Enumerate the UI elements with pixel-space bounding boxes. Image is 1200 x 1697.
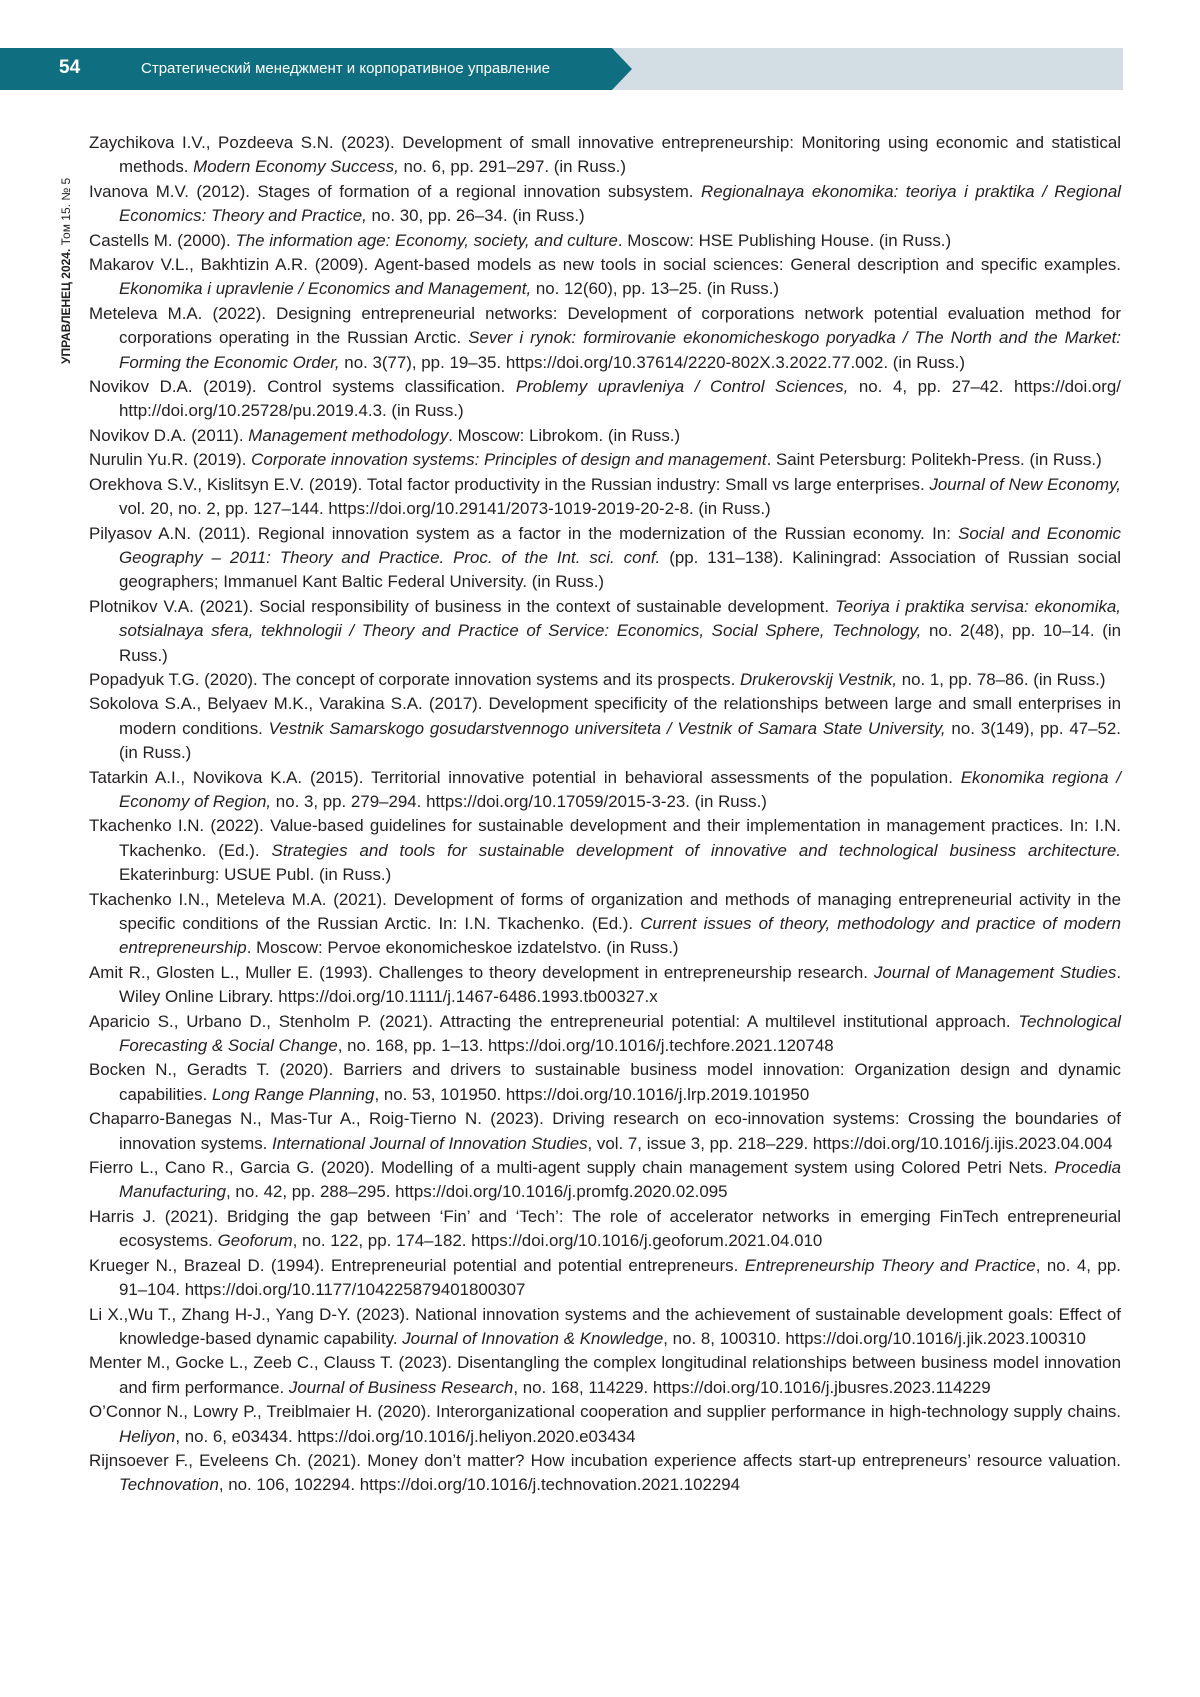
reference-item — [89, 1303, 1121, 1352]
reference-text: . Wiley Online Library. https://doi.org/10.1111/j.1467-6486.1993.tb00327.x — [119, 962, 1122, 1007]
reference-text: Sokolova S.A., Belyaev M.K., Varakina S.A. (2017). Development specificity of the relationships between large and small enterprises in modern conditions. — [89, 694, 1121, 738]
reference-text: Chaparro-Banegas N., Mas-Tur A., Roig-Tierno N. (2023). Driving research on eco-innovation systems: Crossing the boundaries of innovation systems. — [89, 1109, 1121, 1153]
reference-text: , no. 122, pp. 174–182. https://doi.org/10.1016/j.geoforum.2021.04.010 — [292, 1231, 823, 1251]
reference-text: no. 2(48), pp. 10–14. (in Russ.) — [119, 621, 1122, 665]
reference-text: Nurulin Yu.R. (2019). — [89, 450, 252, 470]
reference-text: Bocken N., Geradts T. (2020). Barriers and drivers to sustainable business model innovation: Organization design and dynamic capabilities. — [89, 1060, 1121, 1104]
reference-source: Entrepreneurship Theory and Practice — [744, 1255, 1036, 1275]
reference-text: no. 3(149), pp. 47–52. (in Russ.) — [119, 718, 1121, 763]
reference-text: Makarov V.L., Bakhtizin A.R. (2009). Agent-based models as new tools in social sciences: General description and specific examples. — [89, 255, 1121, 275]
reference-source: Problemy upravleniya / Control Sciences, — [515, 377, 849, 397]
reference-source: Social and Economic Geography – 2011: Theory and Practice. Proc. of the Int. sci. conf. — [119, 523, 1121, 567]
reference-source: Heliyon — [119, 1426, 176, 1446]
reference-source: Journal of Business Research — [288, 1377, 514, 1397]
reference-source: Regionalnaya ekonomika: teoriya i praktika / Regional Economics: Theory and Practice, — [119, 181, 1121, 226]
reference-text: O’Connor N., Lowry P., Treiblmaier H. (2020). Interorganizational cooperation and supplier performance in high-technology supply chains. — [89, 1402, 1121, 1422]
reference-text: Novikov D.A. (2011). — [89, 425, 249, 445]
reference-source: Modern Economy Success, — [193, 157, 399, 177]
reference-text: Ekaterinburg: USUE Publ. (in Russ.) — [119, 865, 392, 885]
reference-source: Journal of New Economy, — [929, 474, 1121, 494]
reference-text: , no. 42, pp. 288–295. https://doi.org/10.1016/j.promfg.2020.02.095 — [226, 1182, 728, 1202]
reference-text: , no. 6, e03434. https://doi.org/10.1016/j.heliyon.2020.e03434 — [175, 1426, 636, 1446]
reference-item — [89, 1449, 1121, 1498]
reference-text: Fierro L., Cano R., Garcia G. (2020). Modelling of a multi-agent supply chain management system using Colored Petri Nets. — [89, 1158, 1055, 1178]
reference-item — [89, 1010, 1121, 1059]
reference-source: Geoforum — [217, 1231, 293, 1251]
reference-item — [89, 1058, 1121, 1107]
reference-source: Technological Forecasting & Social Change — [119, 1011, 1121, 1056]
reference-text: , no. 4, pp. 91–104. https://doi.org/10.1177/104225879401800307 — [119, 1255, 1121, 1300]
reference-source: Ekonomika regiona / Economy of Region, — [119, 767, 1121, 811]
reference-text: Rijnsoever F., Eveleens Ch. (2021). Money don’t matter? How incubation experience affects start-up entrepreneurs’ resource valuation. — [89, 1450, 1121, 1470]
reference-item — [89, 253, 1121, 302]
reference-item — [89, 1156, 1121, 1205]
reference-text: , no. 168, 114229. https://doi.org/10.1016/j.jbusres.2023.114229 — [513, 1377, 991, 1397]
reference-item — [89, 888, 1121, 961]
reference-text: , vol. 7, issue 3, pp. 218–229. https://doi.org/10.1016/j.ijis.2023.04.004 — [587, 1133, 1113, 1153]
reference-text: no. 6, pp. 291–297. (in Russ.) — [398, 157, 626, 177]
reference-source: Drukerovskij Vestnik, — [739, 669, 898, 689]
reference-text: Tkachenko I.N., Meteleva M.A. (2021). Development of forms of organization and methods of managing entrepreneurial activity in the specific conditions of the Russian Arctic. In: I.N. Tkachenko. (Ed.). — [89, 889, 1121, 933]
reference-item — [89, 473, 1121, 522]
reference-source: Journal of Innovation & Knowledge — [402, 1328, 664, 1348]
reference-text: Menter M., Gocke L., Zeeb C., Clauss T. (2023). Disentangling the complex longitudinal relationships between business model innovation and firm performance. — [89, 1353, 1121, 1397]
reference-source: Technovation — [119, 1475, 219, 1495]
reference-text: Harris J. (2021). Bridging the gap between ‘Fin’ and ‘Tech’: The role of accelerator networks in emerging FinTech entrepreneurial ecosystems. — [89, 1206, 1121, 1251]
reference-item — [89, 131, 1121, 180]
reference-text: , no. 8, 100310. https://doi.org/10.1016/j.jik.2023.100310 — [663, 1328, 1086, 1348]
running-title: Стратегический менеджмент и корпоративное управление — [141, 60, 550, 77]
reference-source: Strategies and tools for sustainable development of innovative and technological business architecture. — [271, 840, 1121, 860]
reference-text: Krueger N., Brazeal D. (1994). Entrepreneurial potential and potential entrepreneurs. — [89, 1255, 745, 1275]
reference-text: , no. 106, 102294. https://doi.org/10.1016/j.technovation.2021.102294 — [218, 1475, 741, 1495]
reference-text: Pilyasov A.N. (2011). Regional innovation system as a factor in the modernization of the Russian economy. In: — [89, 523, 959, 543]
reference-list — [89, 131, 1121, 1498]
reference-text: no. 3, pp. 279–294. https://doi.org/10.17059/2015-3-23. (in Russ.) — [271, 791, 767, 811]
reference-source: Ekonomika i upravlenie / Economics and Management, — [119, 279, 532, 299]
reference-source: The information age: Economy, society, and culture — [235, 230, 618, 250]
reference-item — [89, 692, 1121, 765]
reference-item — [89, 229, 1121, 253]
reference-source: Current issues of theory, methodology and practice of modern entrepreneurship — [119, 914, 1121, 958]
reference-item — [89, 766, 1121, 815]
reference-text: Li X.,Wu T., Zhang H-J., Yang D-Y. (2023). National innovation systems and the achievement of sustainable development goals: Effect of knowledge-based dynamic capability. — [89, 1304, 1121, 1348]
reference-item — [89, 302, 1121, 375]
running-header — [0, 48, 1123, 90]
reference-text: vol. 20, no. 2, pp. 127–144. https://doi.org/10.29141/2073-1019-2019-20-2-8. (in Russ.) — [119, 499, 771, 519]
reference-text: Zaychikova I.V., Pozdeeva S.N. (2023). Development of small innovative entrepreneurship: Monitoring using economic and statistical methods. — [89, 133, 1121, 177]
reference-item — [89, 1254, 1121, 1303]
reference-item — [89, 1351, 1121, 1400]
reference-text: (pp. 131–138). Kaliningrad: Association of Russian social geographers; Immanuel Kant Baltic Federal University. (in Russ.) — [119, 547, 1121, 592]
reference-item — [89, 1205, 1121, 1254]
reference-text: Meteleva M.A. (2022). Designing entrepreneurial networks: Development of corporations network potential evaluation method for corporations operating in the Russian Arctic. — [89, 303, 1121, 348]
reference-item — [89, 668, 1121, 692]
reference-text: no. 4, pp. 27–42. https://doi.org/ http://doi.org/10.25728/pu.2019.4.3. (in Russ.) — [119, 377, 1121, 421]
reference-item — [89, 448, 1121, 472]
journal-name: УПРАВЛЕНЕЦ — [59, 282, 73, 364]
reference-item — [89, 375, 1121, 424]
reference-text: no. 3(77), pp. 19–35. https://doi.org/10.37614/2220-802X.3.2022.77.002. (in Russ.) — [339, 352, 966, 372]
reference-text: Popadyuk T.G. (2020). The concept of corporate innovation systems and its prospects. — [89, 669, 740, 689]
reference-source: Management methodology — [248, 425, 449, 445]
reference-text: Amit R., Glosten L., Muller E. (1993). Challenges to theory development in entrepreneurship research. — [89, 962, 874, 982]
journal-year: 2024. — [59, 248, 73, 279]
reference-text: . Moscow: HSE Publishing House. (in Russ.) — [617, 230, 952, 250]
reference-text: . Moscow: Pervoe ekonomicheskoe izdatelstvo. (in Russ.) — [246, 938, 679, 958]
reference-item — [89, 424, 1121, 448]
reference-text: no. 1, pp. 78–86. (in Russ.) — [897, 669, 1106, 689]
reference-source: Vestnik Samarskogo gosudarstvennogo universiteta / Vestnik of Samara State University, — [268, 718, 946, 738]
reference-text: Ivanova M.V. (2012). Stages of formation of a regional innovation subsystem. — [89, 181, 702, 201]
reference-source: Sever i rynok: formirovanie ekonomicheskogo poryadka / The North and the Market: Forming the Economic Order, — [119, 328, 1121, 372]
reference-item — [89, 1107, 1121, 1156]
side-journal-label — [59, 124, 81, 364]
reference-text: no. 30, pp. 26–34. (in Russ.) — [366, 206, 585, 226]
reference-text: . Moscow: Librokom. (in Russ.) — [448, 425, 681, 445]
reference-text: Tkachenko I.N. (2022). Value-based guidelines for sustainable development and their implementation in management practices. In: I.N. Tkachenko. (Ed.). — [89, 816, 1121, 860]
volume-issue: Том 15. № 5 — [59, 177, 73, 246]
reference-text: Orekhova S.V., Kislitsyn E.V. (2019). Total factor productivity in the Russian industry: Small vs large enterprises. — [89, 474, 930, 494]
reference-item — [89, 1400, 1121, 1449]
reference-item — [89, 814, 1121, 887]
reference-item — [89, 522, 1121, 595]
reference-text: , no. 168, pp. 1–13. https://doi.org/10.1016/j.techfore.2021.120748 — [337, 1036, 834, 1056]
reference-source: International Journal of Innovation Studies — [272, 1133, 588, 1153]
reference-source: Long Range Planning — [211, 1084, 375, 1104]
reference-text: Tatarkin A.I., Novikova K.A. (2015). Territorial innovative potential in behavioral assessments of the population. — [89, 767, 961, 787]
reference-text: . Saint Petersburg: Politekh-Press. (in Russ.) — [766, 450, 1102, 470]
reference-text: Novikov D.A. (2019). Control systems classification. — [89, 377, 516, 397]
reference-text: Aparicio S., Urbano D., Stenholm P. (2021). Attracting the entrepreneurial potential: A multilevel institutional approach. — [89, 1011, 1019, 1031]
reference-text: Castells M. (2000). — [89, 230, 236, 250]
reference-text: , no. 53, 101950. https://doi.org/10.1016/j.lrp.2019.101950 — [374, 1084, 810, 1104]
page-number: 54 — [59, 57, 81, 78]
reference-item — [89, 180, 1121, 229]
reference-item — [89, 595, 1121, 668]
reference-source: Procedia Manufacturing — [119, 1158, 1121, 1202]
reference-text: no. 12(60), pp. 13–25. (in Russ.) — [531, 279, 780, 299]
reference-text: Plotnikov V.A. (2021). Social responsibility of business in the context of sustainable development. — [89, 596, 836, 616]
reference-source: Journal of Management Studies — [873, 962, 1117, 982]
reference-source: Corporate innovation systems: Principles of design and management — [251, 450, 767, 470]
reference-source: Teoriya i praktika servisa: ekonomika, sotsialnaya sfera, tekhnologii / Theory and Practice of Service: Economics, Social Sphere, Technology, — [119, 596, 1121, 641]
reference-item — [89, 961, 1121, 1010]
